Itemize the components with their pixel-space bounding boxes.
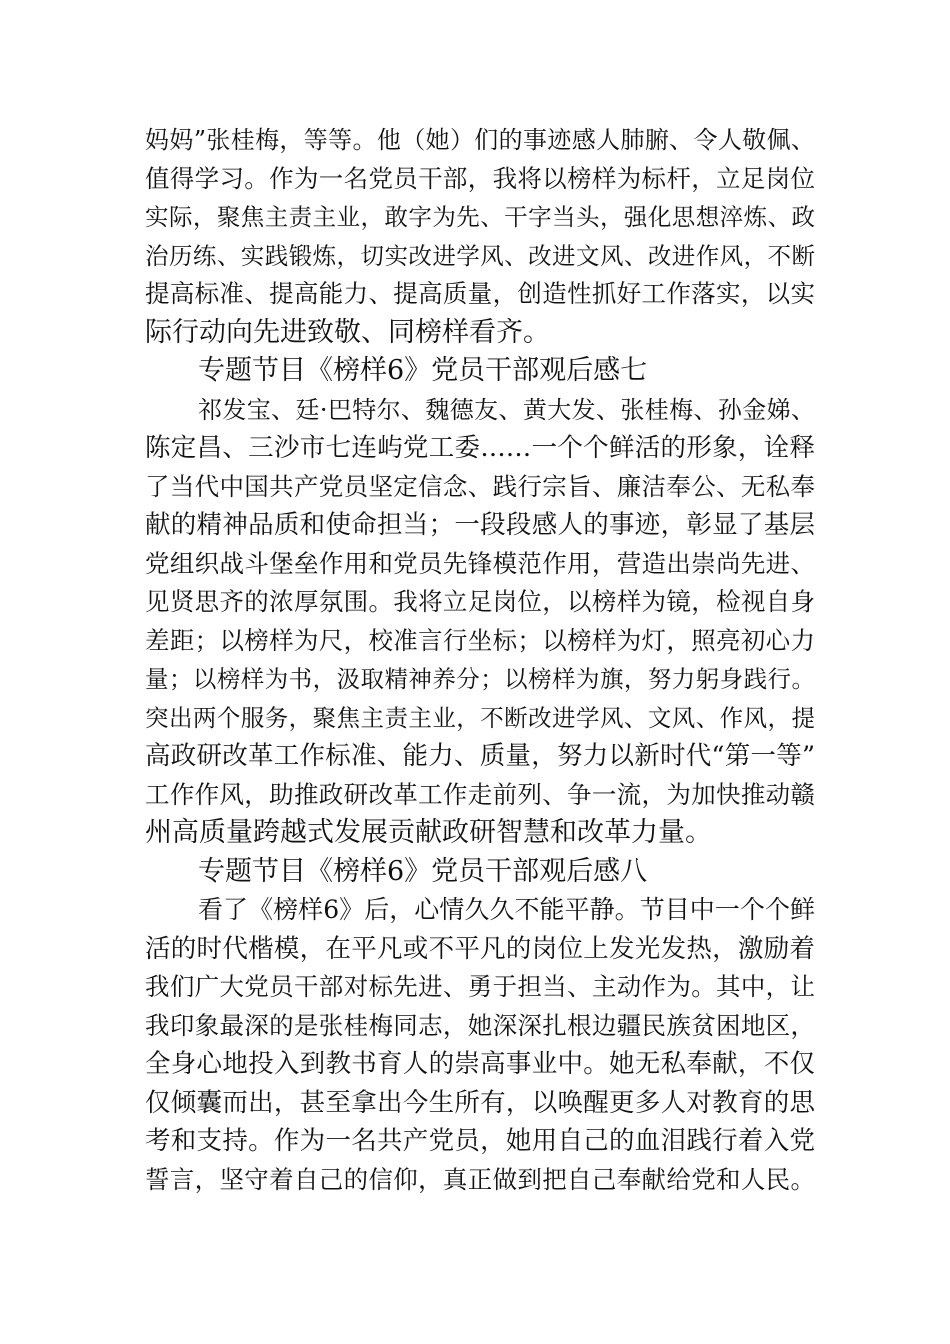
section-heading: 专题节目《榜样6》党员干部观后感七 xyxy=(198,355,648,386)
text-line: 党组织战斗堡垒作用和党员先锋模范作用，营造出崇尚先进、 xyxy=(145,549,815,578)
text-line: 看了《榜样6》后，心情久久不能平静。节目中一个个鲜 xyxy=(198,895,815,924)
text-line: 量；以榜样为书，汲取精神养分；以榜样为旗，努力躬身践行。 xyxy=(145,665,815,693)
text-line: 州高质量跨越式发展贡献政研智慧和改革力量。 xyxy=(145,817,712,848)
text-line: 治历练、实践锻炼，切实改进学风、改进文风、改进作风，不断 xyxy=(145,242,815,270)
text-line: 工作作风，助推政研改革工作走前列、争一流，为加快推动赣 xyxy=(145,780,815,809)
text-line: 誓言，坚守着自己的信仰，真正做到把自己奉献给党和人民。 xyxy=(145,1165,815,1194)
text-line: 妈妈”张桂梅，等等。他（她）们的事迹感人肺腑、令人敬佩、 xyxy=(145,126,815,154)
text-line: 见贤思齐的浓厚氛围。我将立足岗位，以榜样为镜，检视自身 xyxy=(145,587,815,616)
text-line: 祁发宝、廷·巴特尔、魏德友、黄大发、张桂梅、孙金娣、 xyxy=(198,396,815,424)
text-line: 仅倾囊而出，甚至拿出今生所有，以唤醒更多人对教育的思 xyxy=(145,1088,815,1118)
text-line: 高政研改革工作标准、能力、质量，努力以新时代“第一等” xyxy=(145,741,815,771)
text-line: 实际，聚焦主责主业，敢字为先、干字当头，强化思想淬炼、政 xyxy=(145,203,815,231)
text-line: 了当代中国共产党员坚定信念、践行宗旨、廉洁奉公、无私奉 xyxy=(145,472,815,501)
text-line: 际行动向先进致敬、同榜样看齐。 xyxy=(145,317,550,348)
section-heading: 专题节目《榜样6》党员干部观后感八 xyxy=(198,856,648,887)
text-line: 突出两个服务，聚焦主责主业，不断改进学风、文风、作风，提 xyxy=(145,704,815,732)
text-line: 值得学习。作为一名党员干部，我将以榜样为标杆，立足岗位 xyxy=(145,164,815,193)
text-line: 提高标准、提高能力、提高质量，创造性抓好工作落实，以实 xyxy=(145,279,815,308)
text-line: 活的时代楷模，在平凡或不平凡的岗位上发光发热，激励着 xyxy=(145,934,815,964)
text-line: 我印象最深的是张桂梅同志，她深深扎根边疆民族贫困地区， xyxy=(145,1011,815,1040)
text-line: 全身心地投入到教书育人的崇高事业中。她无私奉献，不仅 xyxy=(145,1049,815,1079)
text-line: 差距；以榜样为尺，校准言行坐标；以榜样为灯，照亮初心力 xyxy=(145,626,815,655)
text-line: 考和支持。作为一名共产党员，她用自己的血泪践行着入党 xyxy=(145,1126,815,1156)
text-line: 献的精神品质和使命担当；一段段感人的事迹，彰显了基层 xyxy=(145,510,815,540)
text-line: 我们广大党员干部对标先进、勇于担当、主动作为。其中，让 xyxy=(145,972,815,1001)
text-line: 陈定昌、三沙市七连屿党工委……一个个鲜活的形象，诠释 xyxy=(145,433,815,463)
